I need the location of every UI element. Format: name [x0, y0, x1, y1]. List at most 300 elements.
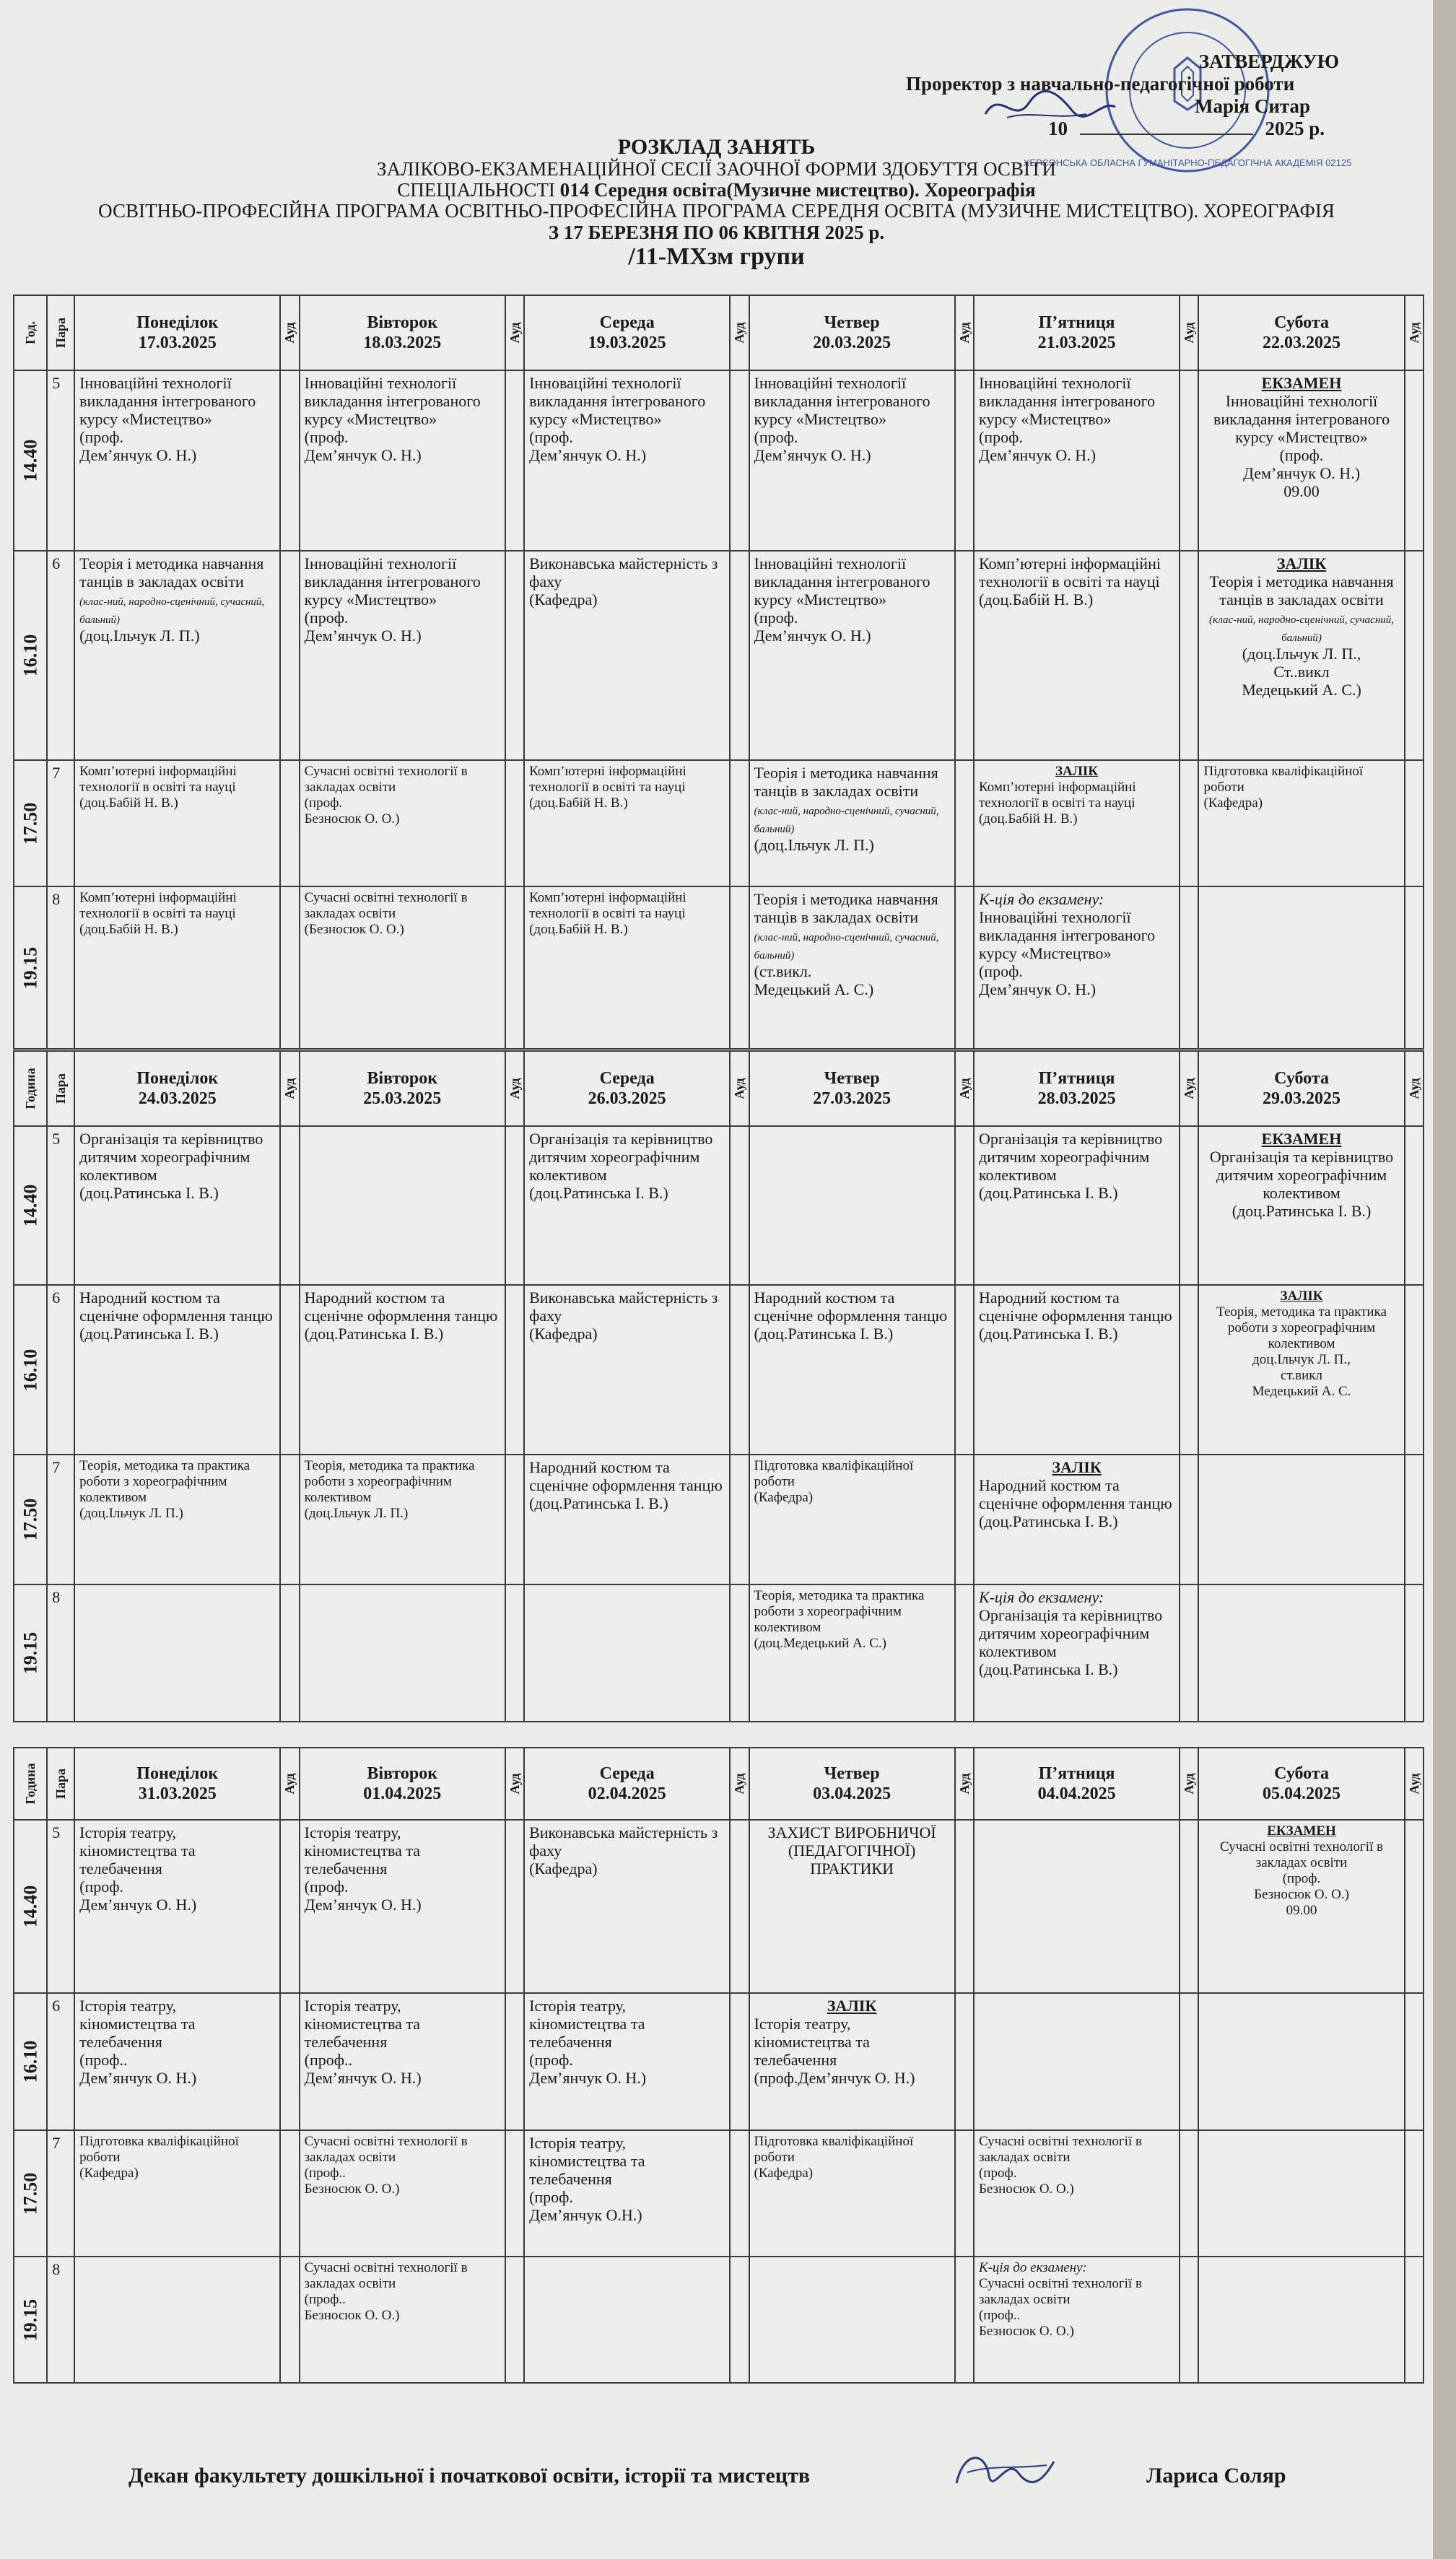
day-date: 04.04.2025	[1037, 1784, 1116, 1803]
aud-header	[1405, 295, 1424, 370]
class-cell	[300, 551, 505, 760]
aud-cell	[1180, 1285, 1198, 1455]
table-row	[14, 370, 1424, 551]
aud-cell	[1180, 1820, 1198, 1993]
hour-header	[14, 1748, 47, 1820]
schedule-table	[13, 1050, 1424, 1722]
class-text: Теорія, методика та практика роботи з хореографічним колективом	[304, 1458, 475, 1505]
day-name: Понеділок	[136, 1069, 219, 1088]
class-text: Дем’янчук О. Н.)	[79, 446, 197, 464]
class-cell	[524, 1285, 730, 1455]
aud-header	[730, 1748, 749, 1820]
class-text: Інноваційні технології викладання інтегрованого курсу «Мистецтво»	[304, 554, 481, 609]
aud-header-label: Ауд	[1406, 322, 1421, 344]
aud-header-label: Ауд	[1406, 1078, 1421, 1099]
aud-header-label: Ауд	[956, 322, 972, 344]
table-row	[14, 2257, 1424, 2383]
class-text: (проф.	[754, 428, 798, 446]
day-date: 26.03.2025	[588, 1089, 666, 1108]
aud-cell	[505, 886, 524, 1049]
class-cell	[74, 1126, 280, 1285]
class-text: Сучасні освітні технології в закладах освіти	[304, 2260, 468, 2291]
aud-cell	[280, 2257, 299, 2383]
class-text: Сучасні освітні технології в закладах освіти	[304, 2134, 468, 2165]
class-text: К-ція до екзамену:	[978, 890, 1104, 908]
class-cell	[749, 1126, 955, 1285]
aud-header-label: Ауд	[282, 322, 297, 344]
class-cell	[974, 1820, 1180, 1993]
time-cell	[14, 886, 47, 1049]
class-cell	[74, 886, 280, 1049]
dance-styles-note: (клас-ний, народно-сценічний, сучасний, бальний)	[754, 932, 939, 962]
class-text: (проф.	[978, 2166, 1017, 2181]
time-cell	[14, 760, 47, 886]
class-text: Організація та керівництво дитячим хореографічним колективом	[1209, 1148, 1394, 1202]
time-cell	[14, 1126, 47, 1285]
day-date: 25.03.2025	[363, 1089, 442, 1108]
class-text: Дем’янчук О. Н.)	[304, 1896, 422, 1914]
class-text: (Кафедра)	[529, 1325, 598, 1343]
exam-label: ЗАЛІК	[1280, 1289, 1323, 1304]
class-text: Організація та керівництво дитячим хореографічним колективом	[978, 1606, 1163, 1660]
day-header	[749, 1748, 955, 1820]
class-text: Комп’ютерні інформаційні технології в освіті та науці	[79, 890, 237, 921]
class-text: (доц.Бабій Н. В.)	[978, 811, 1078, 827]
day-name: Середа	[599, 1764, 655, 1783]
aud-cell	[1180, 1455, 1198, 1584]
day-header	[524, 295, 730, 370]
class-text: (проф.	[304, 428, 349, 446]
day-name: Понеділок	[136, 1764, 219, 1783]
aud-cell	[1180, 2257, 1198, 2383]
time-label: 14.40	[19, 439, 41, 482]
class-cell	[749, 1455, 955, 1584]
class-text: Медецький А. С.)	[754, 980, 874, 998]
day-date: 17.03.2025	[138, 334, 217, 352]
class-cell	[300, 2257, 505, 2383]
aud-cell	[730, 1993, 749, 2130]
class-text: Сучасні освітні технології в закладах освіти	[978, 2276, 1142, 2307]
class-cell	[1198, 551, 1404, 760]
class-cell	[524, 760, 730, 886]
class-cell	[974, 886, 1180, 1049]
class-text: Історія театру, кіномистецтва та телебачення	[79, 1823, 196, 1878]
approval-block	[906, 51, 1353, 140]
class-cell	[749, 1993, 955, 2130]
class-text: Виконавська майстерність з фаху	[529, 1289, 718, 1325]
pair-cell: 5	[47, 1126, 74, 1285]
pair-cell: 6	[47, 1993, 74, 2130]
class-text: (доц.Медецький А. С.)	[754, 1636, 886, 1651]
class-text: 09.00	[1286, 1903, 1317, 1918]
class-text: Організація та керівництво дитячим хореографічним колективом	[978, 1130, 1163, 1184]
class-text: Підготовка кваліфікаційної роботи	[79, 2134, 239, 2165]
class-text: Дем’янчук О. Н.)	[1242, 464, 1361, 482]
class-cell	[300, 370, 505, 551]
aud-cell	[505, 1584, 524, 1722]
class-text: (проф.	[304, 1878, 349, 1896]
day-date: 20.03.2025	[813, 334, 892, 352]
class-text: Сучасні освітні технології в закладах освіти	[304, 890, 468, 921]
class-text: (проф.	[754, 609, 798, 627]
class-text: Інноваційні технології викладання інтегрованого курсу «Мистецтво»	[1213, 392, 1390, 446]
aud-cell	[505, 1993, 524, 2130]
class-text: К-ція до екзамену:	[978, 2260, 1087, 2275]
exam-label: ЗАЛІК	[827, 1997, 877, 2015]
hour-header-label: Година	[23, 1763, 38, 1805]
class-cell	[300, 1820, 505, 1993]
day-name: Субота	[1274, 1764, 1329, 1783]
class-cell	[300, 1285, 505, 1455]
time-cell	[14, 2130, 47, 2257]
class-cell	[300, 2130, 505, 2257]
class-text: Комп’ютерні інформаційні технології в освіті та науці	[529, 764, 686, 795]
day-name: Субота	[1274, 313, 1329, 332]
class-text: (проф..	[304, 2166, 346, 2181]
class-cell	[74, 1285, 280, 1455]
class-text: Інноваційні технології викладання інтегрованого курсу «Мистецтво»	[529, 374, 706, 428]
aud-header	[1180, 1051, 1198, 1126]
aud-cell	[1405, 1993, 1424, 2130]
approval-day: 10	[1047, 118, 1068, 139]
aud-cell	[955, 1285, 974, 1455]
aud-header-label: Ауд	[282, 1773, 297, 1795]
class-text: Дем’янчук О.Н.)	[529, 2206, 642, 2224]
time-cell	[14, 1993, 47, 2130]
aud-header-label: Ауд	[507, 322, 522, 344]
class-cell	[74, 1455, 280, 1584]
aud-cell	[1180, 1126, 1198, 1285]
aud-cell	[730, 370, 749, 551]
aud-cell	[730, 1584, 749, 1722]
class-cell	[74, 2130, 280, 2257]
aud-cell	[505, 760, 524, 886]
class-cell	[974, 551, 1180, 760]
aud-header-label: Ауд	[732, 1078, 747, 1099]
specialty-line	[0, 180, 1433, 201]
class-text: Комп’ютерні інформаційні технології в освіті та науці	[79, 764, 237, 795]
class-text: (доц.Бабій Н. В.)	[529, 922, 628, 937]
dance-styles-note: (клас-ний, народно-сценічний, сучасний, бальний)	[79, 596, 265, 626]
aud-cell	[1180, 760, 1198, 886]
table-row	[14, 1285, 1424, 1455]
day-header	[300, 1051, 505, 1126]
day-name: Четвер	[824, 1764, 880, 1783]
class-cell	[974, 1285, 1180, 1455]
aud-header-label: Ауд	[282, 1078, 297, 1099]
class-text: Теорія і методика навчання танців в закладах освіти (клас-ний, народно-сценічний, сучасний, бальний)	[754, 764, 939, 835]
class-text: (доц.Ратинська І. В.)	[529, 1184, 668, 1202]
class-text: Комп’ютерні інформаційні технології в освіті та науці	[529, 890, 686, 921]
class-text: Організація та керівництво дитячим хореографічним колективом	[79, 1130, 263, 1184]
pair-cell: 7	[47, 2130, 74, 2257]
session-title: ЗАЛІКОВО-ЕКЗАМЕНАЦІЙНОЇ СЕСІЇ ЗАОЧНОЇ ФОРМИ ЗДОБУТТЯ ОСВІТИ	[377, 158, 1056, 180]
time-label: 19.15	[19, 1631, 41, 1675]
time-label: 16.10	[19, 634, 41, 677]
class-text: Історія театру, кіномистецтва та телебачення	[304, 1997, 421, 2051]
day-header	[74, 1051, 280, 1126]
dean-name: Лариса Соляр	[1146, 2464, 1286, 2488]
table-row	[14, 1820, 1424, 1993]
time-cell	[14, 1584, 47, 1722]
class-text: Безносюк О. О.)	[304, 2181, 400, 2197]
day-header	[974, 295, 1180, 370]
table-row	[14, 1993, 1424, 2130]
aud-cell	[730, 2130, 749, 2257]
class-cell	[524, 2130, 730, 2257]
aud-cell	[1405, 370, 1424, 551]
class-text: Дем’янчук О. Н.)	[529, 2069, 647, 2087]
time-label: 19.15	[19, 946, 41, 989]
class-text: (доц.Ільчук Л. П.,	[1242, 645, 1361, 663]
day-date: 05.04.2025	[1263, 1784, 1341, 1803]
class-cell	[1198, 370, 1404, 551]
pair-cell: 7	[47, 1455, 74, 1584]
class-cell	[974, 1993, 1180, 2130]
class-text: Історія театру, кіномистецтва та телебачення	[529, 2134, 645, 2188]
dance-styles-note: (клас-ний, народно-сценічний, сучасний, бальний)	[754, 806, 939, 835]
hour-header-label: Година	[23, 1068, 38, 1110]
day-header	[300, 295, 505, 370]
class-text: Народний костюм та сценічне оформлення танцю	[754, 1289, 948, 1325]
pair-cell: 6	[47, 551, 74, 760]
header-row	[14, 295, 1424, 370]
aud-cell	[1405, 1820, 1424, 1993]
day-header	[1198, 1051, 1404, 1126]
aud-cell	[280, 1993, 299, 2130]
aud-cell	[730, 1455, 749, 1584]
class-text: Народний костюм та сценічне оформлення танцю	[529, 1458, 723, 1494]
class-text: Теорія, методика та практика роботи з хореографічним колективом	[754, 1588, 925, 1635]
day-date: 19.03.2025	[588, 334, 666, 352]
aud-cell	[280, 551, 299, 760]
aud-cell	[505, 1126, 524, 1285]
class-text: Теорія і методика навчання танців в закладах освіти (клас-ний, народно-сценічний, сучасний, бальний)	[1209, 572, 1395, 644]
class-text: (проф.	[1282, 1871, 1321, 1886]
class-cell	[1198, 2257, 1404, 2383]
day-header	[749, 1051, 955, 1126]
aud-cell	[505, 1285, 524, 1455]
class-cell	[74, 1993, 280, 2130]
exam-label: ЗАЛІК	[1052, 1458, 1102, 1476]
program-line: ОСВІТНЬО-ПРОФЕСІЙНА ПРОГРАМА ОСВІТНЬО-ПРОФЕСІЙНА ПРОГРАМА СЕРЕДНЯ ОСВІТА (МУЗИЧНЕ МИСТЕЦТВО). ХОРЕОГРАФІЯ	[98, 200, 1335, 222]
day-header	[1198, 295, 1404, 370]
class-cell	[1198, 1993, 1404, 2130]
day-name: Понеділок	[136, 313, 219, 332]
aud-cell	[955, 551, 974, 760]
class-text: (доц.Ратинська І. В.)	[978, 1184, 1118, 1202]
class-text: (Кафедра)	[529, 590, 598, 609]
day-name: Вівторок	[367, 1069, 438, 1088]
table-row	[14, 551, 1424, 760]
time-label: 16.10	[19, 2040, 41, 2083]
class-text: (проф.Дем’янчук О. Н.)	[754, 2069, 915, 2087]
class-cell	[749, 886, 955, 1049]
day-date: 24.03.2025	[138, 1089, 217, 1108]
class-text: Комп’ютерні інформаційні технології в освіті та науці	[978, 554, 1161, 590]
class-cell	[524, 1455, 730, 1584]
class-text: Теорія і методика навчання танців в закладах освіти (клас-ний, народно-сценічний, сучасний, бальний)	[754, 890, 939, 962]
day-date: 27.03.2025	[813, 1089, 892, 1108]
class-text: Теорія, методика та практика роботи з хореографічним колективом	[1216, 1304, 1387, 1351]
table-row	[14, 2130, 1424, 2257]
class-text: Народний костюм та сценічне оформлення танцю	[978, 1289, 1172, 1325]
class-text: (доц.Ратинська І. В.)	[529, 1494, 668, 1512]
class-cell	[74, 1584, 280, 1722]
aud-cell	[730, 1285, 749, 1455]
aud-cell	[955, 1584, 974, 1722]
day-name: П’ятниця	[1038, 1069, 1115, 1088]
aud-cell	[955, 2257, 974, 2383]
aud-header	[1180, 1748, 1198, 1820]
aud-cell	[1180, 886, 1198, 1049]
specialty-name: 014 Середня освіта(Музичне мистецтво). Хореографія	[559, 179, 1036, 201]
class-text: Теорія і методика навчання танців в закладах освіти (клас-ний, народно-сценічний, сучасний, бальний)	[79, 554, 265, 626]
day-header	[974, 1748, 1180, 1820]
class-cell	[974, 1455, 1180, 1584]
aud-cell	[1405, 2257, 1424, 2383]
day-date: 03.04.2025	[813, 1784, 892, 1803]
class-cell	[524, 370, 730, 551]
aud-cell	[280, 1820, 299, 1993]
class-text: (проф.	[304, 795, 343, 811]
pair-cell: 8	[47, 1584, 74, 1722]
class-text: (проф.	[978, 962, 1023, 980]
class-cell	[974, 1584, 1180, 1722]
aud-cell	[955, 2130, 974, 2257]
class-text: 09.00	[1283, 482, 1320, 500]
time-label: 17.50	[19, 2172, 41, 2215]
class-cell	[524, 886, 730, 1049]
class-text: (доц.Ратинська І. В.)	[754, 1325, 894, 1343]
class-cell	[300, 886, 505, 1049]
class-text: (Кафедра)	[79, 2166, 139, 2181]
pair-header	[47, 1051, 74, 1126]
class-text: Історія театру, кіномистецтва та телебачення	[529, 1997, 645, 2051]
exam-label: ЕКЗАМЕН	[1261, 374, 1342, 392]
class-cell	[749, 2257, 955, 2383]
class-text: (проф.	[79, 1878, 124, 1896]
class-cell	[749, 551, 955, 760]
class-cell	[749, 760, 955, 886]
pair-cell: 6	[47, 1285, 74, 1455]
class-text: Дем’янчук О. Н.)	[79, 2069, 197, 2087]
day-date: 28.03.2025	[1037, 1089, 1116, 1108]
class-text: (доц.Ратинська І. В.)	[978, 1512, 1118, 1530]
class-cell	[1198, 2130, 1404, 2257]
class-text: Комп’ютерні інформаційні технології в освіті та науці	[978, 780, 1136, 811]
class-text: К-ція до екзамену:	[978, 1588, 1104, 1606]
class-text: (проф..	[304, 2292, 346, 2307]
class-text: (доц.Ратинська І. В.)	[978, 1325, 1118, 1343]
aud-cell	[280, 886, 299, 1049]
pair-cell: 8	[47, 886, 74, 1049]
class-cell	[974, 370, 1180, 551]
day-header	[974, 1051, 1180, 1126]
dean-signature-icon	[946, 2444, 1061, 2501]
day-date: 02.04.2025	[588, 1784, 666, 1803]
class-cell	[524, 551, 730, 760]
time-cell	[14, 2257, 47, 2383]
table-row	[14, 1584, 1424, 1722]
time-label: 14.40	[19, 1184, 41, 1227]
class-text: (Кафедра)	[529, 1860, 598, 1878]
aud-cell	[730, 760, 749, 886]
class-cell	[1198, 1584, 1404, 1722]
class-text: Інноваційні технології викладання інтегрованого курсу «Мистецтво»	[754, 374, 930, 428]
class-cell	[749, 1584, 955, 1722]
day-name: Субота	[1274, 1069, 1329, 1088]
aud-header	[1180, 295, 1198, 370]
class-cell	[74, 551, 280, 760]
aud-cell	[730, 551, 749, 760]
class-text: (проф.	[529, 428, 573, 446]
aud-cell	[730, 2257, 749, 2383]
class-text: (доц.Бабій Н. В.)	[79, 922, 178, 937]
class-cell	[1198, 1285, 1404, 1455]
aud-cell	[1180, 551, 1198, 760]
pair-header-label: Пара	[53, 1768, 69, 1800]
class-text: Безносюк О. О.)	[1254, 1887, 1349, 1902]
class-text: Безносюк О. О.)	[304, 811, 400, 827]
class-cell	[749, 2130, 955, 2257]
class-text: Медецький А. С.)	[1242, 681, 1361, 699]
aud-cell	[955, 1993, 974, 2130]
class-text: (доц.Ільчук Л. П.)	[754, 836, 874, 854]
time-cell	[14, 1455, 47, 1584]
aud-header-label: Ауд	[956, 1078, 972, 1099]
day-header	[749, 295, 955, 370]
class-text: Дем’янчук О. Н.)	[79, 1896, 197, 1914]
class-text: ст.викл	[1281, 1368, 1322, 1383]
aud-header	[505, 295, 524, 370]
class-text: (доц.Бабій Н. В.)	[79, 795, 178, 811]
class-text: Історія театру, кіномистецтва та телебачення	[79, 1997, 196, 2051]
class-text: Дем’янчук О. Н.)	[304, 446, 422, 464]
class-text: Народний костюм та сценічне оформлення танцю	[978, 1476, 1172, 1512]
class-text: Безносюк О. О.)	[978, 2324, 1074, 2339]
aud-cell	[505, 1455, 524, 1584]
aud-cell	[505, 2257, 524, 2383]
aud-header	[730, 1051, 749, 1126]
time-label: 19.15	[19, 2298, 41, 2341]
dean-position: Декан факультету дошкільної і початкової освіти, історії та мистецтв	[128, 2464, 811, 2488]
class-text: Дем’янчук О. Н.)	[754, 446, 871, 464]
class-text: Дем’янчук О. Н.)	[978, 980, 1097, 998]
class-cell	[974, 1126, 1180, 1285]
table-row	[14, 886, 1424, 1049]
aud-cell	[1405, 1584, 1424, 1722]
pair-cell: 5	[47, 1820, 74, 1993]
aud-cell	[955, 370, 974, 551]
document-heading	[0, 136, 1433, 271]
day-name: Середа	[599, 1069, 655, 1088]
class-text: Безносюк О. О.)	[978, 2181, 1074, 2197]
day-date: 22.03.2025	[1263, 334, 1341, 352]
pair-header	[47, 295, 74, 370]
class-cell	[1198, 1126, 1404, 1285]
aud-header	[280, 1051, 299, 1126]
hour-header	[14, 295, 47, 370]
class-text: Інноваційні технології викладання інтегрованого курсу «Мистецтво»	[754, 554, 930, 609]
day-date: 31.03.2025	[138, 1784, 217, 1803]
class-text: Підготовка кваліфікаційної роботи	[754, 2134, 914, 2165]
class-text: Виконавська майстерність з фаху	[529, 554, 718, 590]
header-row	[14, 1748, 1424, 1820]
class-text: Народний костюм та сценічне оформлення танцю	[79, 1289, 273, 1325]
aud-cell	[1405, 886, 1424, 1049]
aud-cell	[1180, 370, 1198, 551]
